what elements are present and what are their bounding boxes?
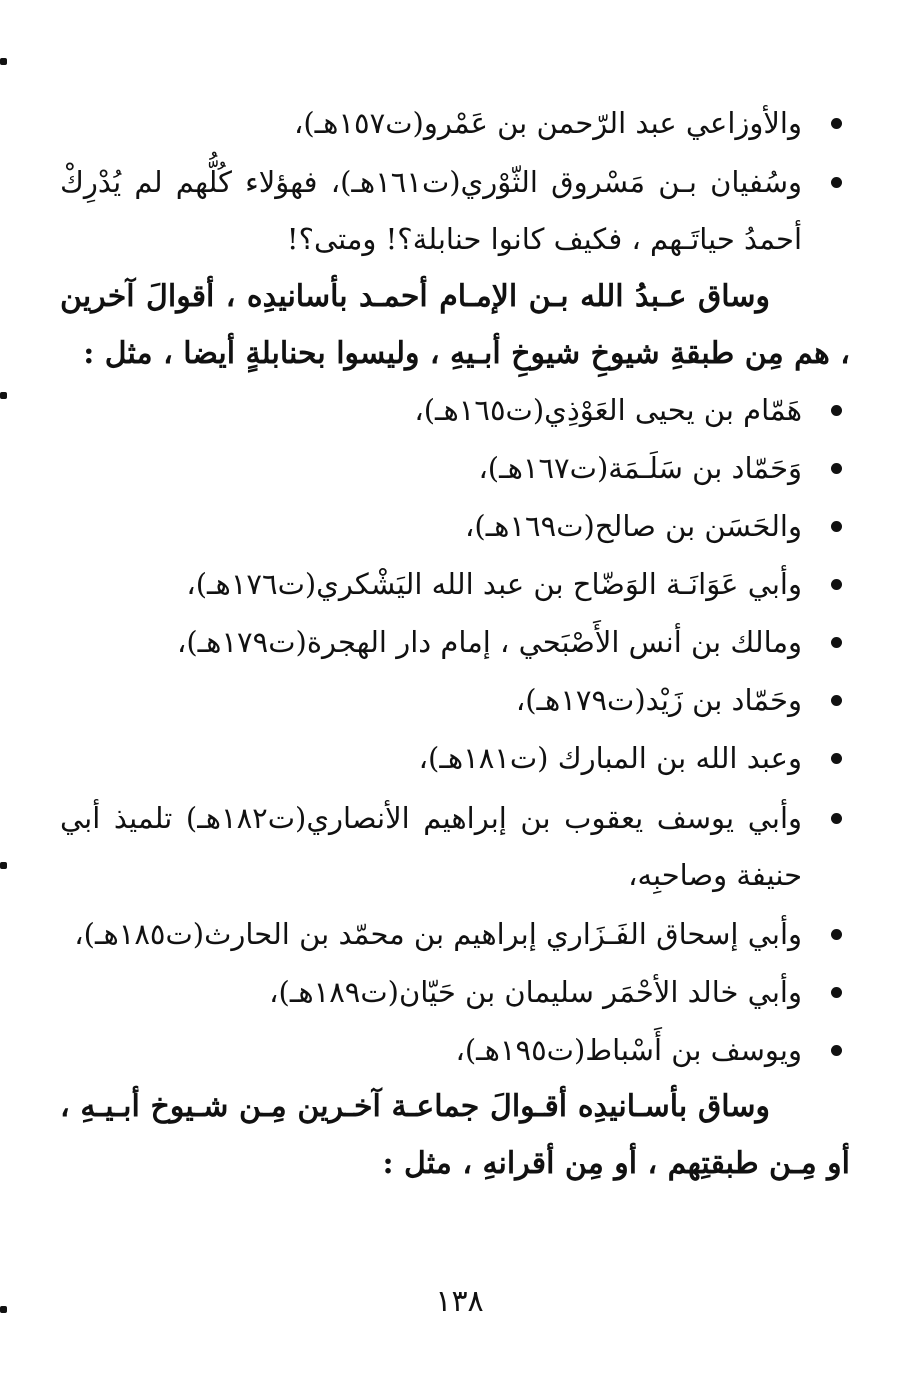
bullet-icon [831,118,842,129]
bullet-icon [831,521,842,532]
page-number: ١٣٨ [435,1284,484,1319]
list-item [60,614,850,671]
list-item [60,154,850,268]
list-item [60,906,850,963]
bullet-icon [831,405,842,416]
bullet-icon [831,177,842,188]
bullet-icon [831,1045,842,1056]
list-item-text: وأبي يوسف يعقوب بن إبراهيم الأنصاري(ت١٨٢هـ) تلميذ أبي حنيفة وصاحبِه، [60,801,803,892]
list-item-text: والأوزاعي عبد الرّحمن بن عَمْرو(ت١٥٧هـ)، [294,106,802,140]
bullet-icon [831,463,842,474]
list-item [60,95,850,152]
list-item [60,1022,850,1079]
list-item [60,964,850,1021]
list-item-text: وسُفيان بـن مَسْروق الثّوْري(ت١٦١هـ)، فهؤلاء كُلُّهم لم يُدْرِكْ أحمدُ حياتَـهم ، فكيف كانوا حنابلة؟! ومتى؟! [60,165,802,256]
list-item-text: ويوسف بن أَسْباط(ت١٩٥هـ)، [455,1033,802,1067]
list-item-text: وأبي خالد الأحْمَر سليمان بن حَيّان(ت١٨٩هـ)، [269,975,802,1009]
list-item-text: وأبي عَوَانَـة الوَضّاح بن عبد الله اليَشْكري(ت١٧٦هـ)، [186,567,802,601]
margin-mark [0,862,7,869]
paragraph: وساق بأسـانيدِه أقـوالَ جماعـة آخـرين مِـن شـيوخ أبـيـهِ ، أو مِـن طبقتِهم ، أو مِن أقرانهِ ، مثل : [60,1089,850,1181]
list-item [60,672,850,729]
bullet-icon [831,579,842,590]
list-item [60,556,850,613]
list-item-text: وأبي إسحاق الفَـزَاري إبراهيم بن محمّد بن الحارث(ت١٨٥هـ)، [74,917,802,951]
margin-mark [0,58,7,65]
list-item [60,498,850,555]
bullet-icon [831,753,842,764]
list-item [60,382,850,439]
bullet-icon [831,695,842,706]
list-item-text: هَمّام بن يحيى العَوْذِي(ت١٦٥هـ)، [414,393,802,427]
list-item-text: وعبد الله بن المبارك (ت١٨١هـ)، [418,741,802,775]
list-item [60,730,850,787]
list-item-text: والحَسَن بن صالح(ت١٦٩هـ)، [465,509,802,543]
paragraph: وساق عـبدُ الله بـن الإمـام أحمـد بأسانيدِه ، أقوالَ آخرين ، هم مِن طبقةِ شيوخِ شيوخِ أبـيهِ ، وليسوا بحنابلةٍ أيضا ، مثل : [60,279,850,371]
bullet-icon [831,987,842,998]
margin-mark [0,392,7,399]
list-item-text: وَحَمّاد بن سَلَـمَة(ت١٦٧هـ)، [478,451,802,485]
list-item-text: وحَمّاد بن زَيْد(ت١٧٩هـ)، [515,683,802,717]
list-item [60,790,850,904]
bullet-icon [831,929,842,940]
bullet-icon [831,813,842,824]
list-item [60,440,850,497]
list-item-text: ومالك بن أنس الأَصْبَحي ، إمام دار الهجرة(ت١٧٩هـ)، [177,625,802,659]
bullet-icon [831,637,842,648]
